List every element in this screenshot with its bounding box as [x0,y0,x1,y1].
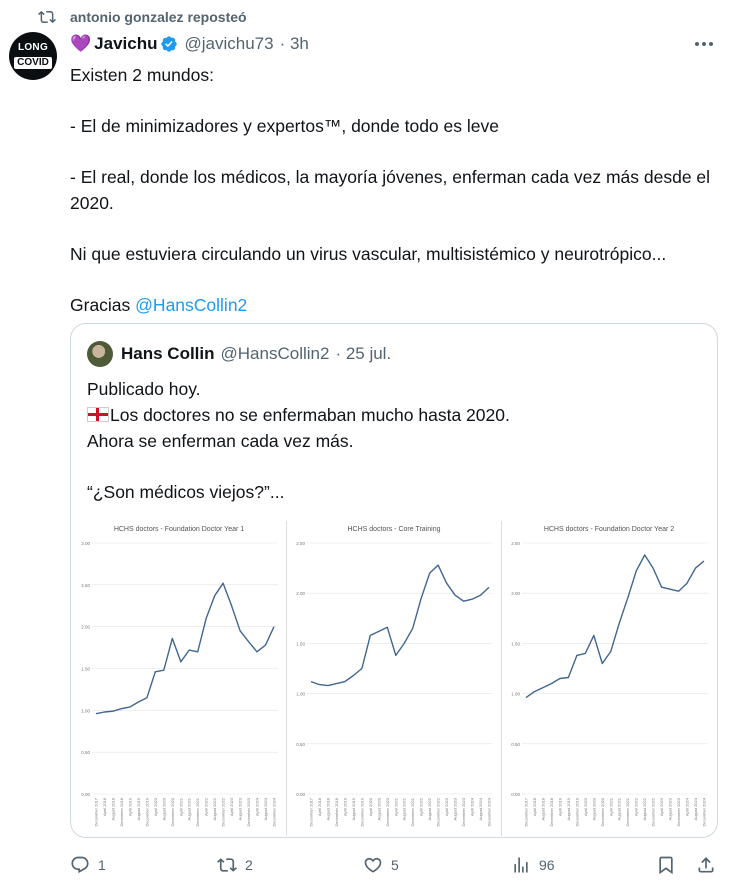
x-tick-label: August 2018 [540,798,546,821]
quote-time[interactable]: · 25 jul. [335,344,392,363]
x-tick-label: December 2023 [246,798,252,827]
series-line [96,583,274,714]
y-tick-label: 2.00 [81,624,90,630]
tweet-line: Existen 2 mundos: [70,65,214,85]
tweet-line: - El real, donde los médicos, la mayoría jóvenes, enferman cada vez más desde el 2020. [70,167,711,213]
y-tick-label: 2.50 [81,582,90,588]
x-tick-label: April 2023 [659,798,665,817]
x-tick-label: December 2024 [271,798,277,827]
author-avatar[interactable] [9,32,57,80]
chart-title: HCHS doctors - Foundation Doctor Year 1 [113,526,245,533]
y-tick-label: 2.50 [511,541,520,546]
x-tick-label: August 2020 [376,798,382,821]
quote-line [87,402,697,428]
x-tick-label: August 2019 [135,798,141,821]
bookmark-icon [656,855,676,875]
y-tick-label: 0.00 [511,792,520,797]
x-tick-label: August 2024 [478,798,484,821]
repost-icon [38,8,56,26]
chart-core-training[interactable] [287,521,502,836]
x-tick-label: December 2021 [195,798,201,827]
author-handle[interactable]: @javichu73 [184,34,274,53]
chart-images[interactable] [72,521,716,836]
chart-title: HCHS doctors - Core Training [347,526,441,533]
x-tick-label: December 2024 [701,798,707,827]
x-tick-label: April 2019 [342,798,348,817]
y-tick-label: 3.00 [81,541,90,546]
chart-fy1[interactable] [72,521,287,836]
x-tick-label: April 2019 [127,798,133,817]
purple-heart-emoji: 💜 [70,34,92,53]
quote-header [87,340,391,368]
x-tick-label: December 2022 [650,798,656,827]
x-tick-label: April 2024 [469,798,475,817]
x-tick-label: December 2024 [486,798,492,827]
quote-line: “¿Son médicos viejos?”... [87,482,285,502]
repost-button[interactable] [217,855,253,875]
x-tick-label: December 2020 [169,798,175,827]
x-tick-label: December 2019 [144,798,150,827]
share-icon [696,855,716,875]
x-tick-label: April 2021 [178,798,184,817]
quote-line: Ahora se enferman cada vez más. [87,431,354,451]
x-tick-label: April 2024 [684,798,690,817]
x-tick-label: December 2021 [410,798,416,827]
x-tick-label: April 2021 [608,798,614,817]
tweet-line: - El de minimizadores y expertos™, donde todo es leve [70,116,499,136]
x-tick-label: December 2018 [548,798,554,827]
x-tick-label: August 2024 [263,798,269,821]
x-tick-label: August 2022 [427,798,433,821]
x-tick-label: December 2019 [359,798,365,827]
quote-avatar[interactable] [87,341,113,367]
x-tick-label: April 2021 [393,798,399,817]
like-count: 5 [391,857,399,873]
x-tick-label: April 2022 [418,798,424,817]
tweet-time[interactable]: · 3h [279,34,309,53]
repost-label: antonio gonzalez reposteó [70,9,247,25]
chart-title: HCHS doctors - Foundation Doctor Year 2 [543,526,675,533]
y-tick-label: 0.00 [81,792,90,797]
heart-icon [363,855,383,875]
thanks-text: Gracias [70,295,131,315]
x-tick-label: December 2017 [308,798,314,827]
bookmark-button[interactable] [656,855,676,875]
quote-text [87,376,697,505]
x-tick-label: August 2023 [452,798,458,821]
x-tick-label: April 2020 [367,798,373,817]
quote-author-name[interactable]: Hans Collin [121,344,215,363]
chart-core-training-svg [287,521,501,836]
x-tick-label: April 2019 [557,798,563,817]
x-tick-label: April 2020 [152,798,158,817]
reply-count: 1 [98,857,106,873]
tweet-line: Ni que estuviera circulando un virus vascular, multisistémico y neurotrópico... [70,244,667,264]
x-tick-label: December 2017 [523,798,529,827]
views-button[interactable] [511,855,555,875]
quote-line: Publicado hoy. [87,379,201,399]
y-tick-label: 1.00 [296,691,305,697]
x-tick-label: April 2018 [101,798,107,817]
x-tick-label: August 2021 [616,798,622,821]
action-bar [0,852,734,880]
quoted-tweet[interactable] [70,323,718,838]
x-tick-label: December 2019 [574,798,580,827]
bar-chart-icon [511,855,531,875]
y-tick-label: 1.00 [511,691,520,697]
quote-line-text: Los doctores no se enfermaban mucho hasta 2020. [110,405,510,425]
chart-fy1-svg [72,521,286,836]
y-tick-label: 2.50 [296,541,305,546]
reply-button[interactable] [70,855,106,875]
x-tick-label: April 2022 [203,798,209,817]
x-tick-label: April 2023 [229,798,235,817]
x-tick-label: August 2018 [325,798,331,821]
more-options-button[interactable] [692,36,716,52]
tweet-line [70,292,720,318]
x-tick-label: August 2022 [642,798,648,821]
x-tick-label: December 2021 [625,798,631,827]
y-tick-label: 0.50 [511,741,520,747]
x-tick-label: December 2020 [384,798,390,827]
mention-link[interactable]: @HansCollin2 [135,295,248,315]
x-tick-label: August 2021 [186,798,192,821]
x-tick-label: April 2018 [531,798,537,817]
x-tick-label: August 2021 [401,798,407,821]
y-tick-label: 1.50 [296,641,305,647]
x-tick-label: December 2023 [676,798,682,827]
more-dots-icon [694,41,714,47]
share-button[interactable] [696,855,716,875]
x-tick-label: April 2020 [582,798,588,817]
x-tick-label: December 2023 [461,798,467,827]
x-tick-label: August 2019 [350,798,356,821]
repost-indicator[interactable] [38,6,247,28]
y-tick-label: 0.50 [296,741,305,747]
chart-fy2[interactable] [502,521,716,836]
y-tick-label: 2.00 [511,591,520,597]
x-tick-label: December 2018 [333,798,339,827]
x-tick-label: August 2023 [237,798,243,821]
x-tick-label: August 2022 [212,798,218,821]
author-name[interactable]: Javichu [94,34,158,53]
x-tick-label: December 2022 [220,798,226,827]
y-tick-label: 2.00 [296,591,305,597]
x-tick-label: August 2019 [565,798,571,821]
y-tick-label: 1.50 [511,641,520,647]
x-tick-label: December 2022 [435,798,441,827]
reply-icon [70,855,90,875]
y-tick-label: 0.00 [296,792,305,797]
quote-author-handle[interactable]: @HansCollin2 [220,344,330,363]
x-tick-label: April 2022 [633,798,639,817]
series-line [526,555,704,698]
england-flag-icon [87,407,109,422]
repost-count: 2 [245,857,253,873]
x-tick-label: August 2020 [591,798,597,821]
avatar-text-line1: LONG [17,42,49,53]
x-tick-label: December 2017 [93,798,99,827]
x-tick-label: April 2018 [316,798,322,817]
avatar-text-line2: COVID [14,57,52,69]
y-tick-label: 0.50 [81,750,90,756]
x-tick-label: August 2023 [667,798,673,821]
x-tick-label: December 2020 [599,798,605,827]
repost-action-icon [217,855,237,875]
x-tick-label: August 2024 [693,798,699,821]
x-tick-label: August 2018 [110,798,116,821]
x-tick-label: December 2018 [118,798,124,827]
verified-badge-icon [160,35,178,53]
like-button[interactable] [363,855,399,875]
x-tick-label: August 2020 [161,798,167,821]
y-tick-label: 1.50 [81,666,90,672]
chart-fy2-svg [502,521,716,836]
x-tick-label: April 2024 [254,798,260,817]
tweet-header [70,32,309,56]
series-line [311,565,489,686]
x-tick-label: April 2023 [444,798,450,817]
y-tick-label: 1.00 [81,708,90,714]
tweet-text [70,62,720,318]
views-count: 96 [539,857,555,873]
